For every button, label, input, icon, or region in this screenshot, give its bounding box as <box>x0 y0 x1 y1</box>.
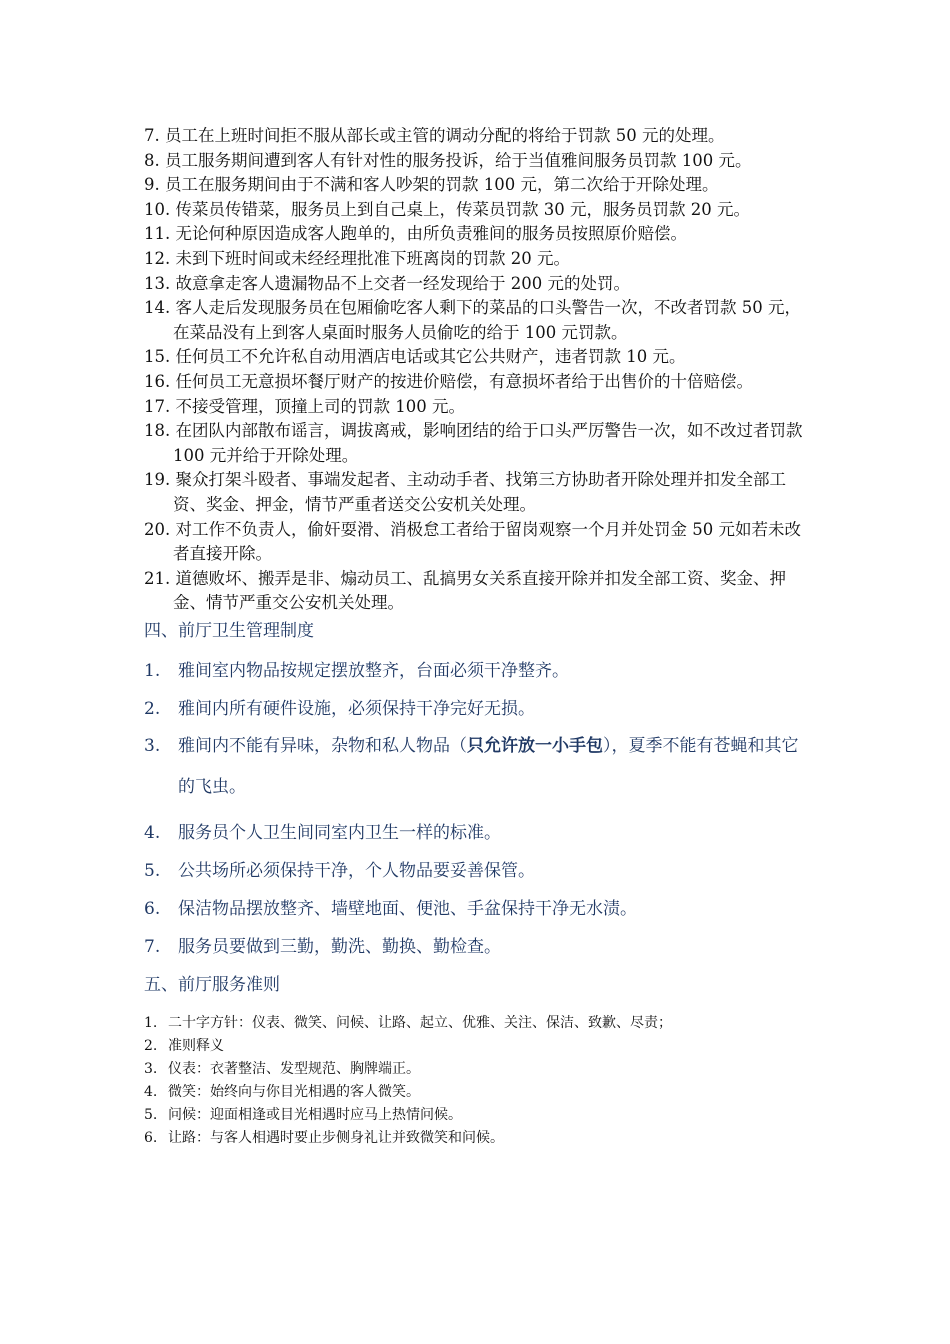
guideline-item <box>144 1012 810 1035</box>
hygiene-item <box>144 726 810 808</box>
rule-item: 8. 员工服务期间遭到客人有针对性的服务投诉，给于当值雅间服务员罚款 100 元。 <box>144 150 752 170</box>
item-number: 1. <box>144 660 161 681</box>
rule-item: 10. 传菜员传错菜，服务员上到自己桌上，传菜员罚款 30 元，服务员罚款 20 元。 <box>144 199 750 219</box>
guideline-item <box>144 1035 810 1058</box>
item-number: 1. <box>144 1014 158 1031</box>
item-text: 问候：迎面相逢或目光相遇时应马上热情问候。 <box>168 1106 462 1123</box>
hygiene-item <box>144 820 810 846</box>
penalty-rules-list <box>144 124 810 616</box>
rule-item: 21. 道德败坏、搬弄是非、煽动员工、乱搞男女关系直接开除并扣发全部工资、奖金、押金、情节严重交公安机关处理。 <box>144 568 786 613</box>
rule-item: 13. 故意拿走客人遗漏物品不上交者一经发现给于 200 元的处罚。 <box>144 273 630 293</box>
item-number: 6. <box>144 898 161 919</box>
rule-item: 11. 无论何种原因造成客人跑单的，由所负责雅间的服务员按照原价赔偿。 <box>144 224 687 244</box>
section-heading-service: 五、前厅服务准则 <box>144 974 280 995</box>
item-number: 5. <box>144 1106 158 1123</box>
item-text: 雅间内所有硬件设施，必须保持干净完好无损。 <box>178 698 535 719</box>
item-number: 7. <box>144 936 161 957</box>
guideline-item <box>144 1104 810 1127</box>
item-text: 二十字方针：仪表、微笑、问候、让路、起立、优雅、关注、保洁、致歉、尽责； <box>168 1014 672 1031</box>
item-number: 2. <box>144 698 161 719</box>
hygiene-item <box>144 858 810 884</box>
item-number: 2. <box>144 1037 158 1054</box>
item-text: 让路：与客人相遇时要止步侧身礼让并致微笑和问候。 <box>168 1129 504 1146</box>
item-text: 雅间内不能有异味，杂物和私人物品（ <box>178 735 467 756</box>
rule-item: 14. 客人走后发现服务员在包厢偷吃客人剩下的菜品的口头警告一次，不改者罚款 50 元，在菜品没有上到客人桌面时服务人员偷吃的给于 100 元罚款。 <box>144 298 801 342</box>
guideline-item <box>144 1081 810 1104</box>
item-number: 5. <box>144 860 161 881</box>
item-text: 服务员个人卫生间同室内卫生一样的标准。 <box>178 822 501 843</box>
item-number: 4. <box>144 822 161 843</box>
item-text: 保洁物品摆放整齐、墙壁地面、便池、手盆保持干净无水渍。 <box>178 898 637 919</box>
hygiene-item <box>144 896 810 922</box>
item-text: 准则释义 <box>168 1037 224 1054</box>
item-text: 服务员要做到三勤，勤洗、勤换、勤检查。 <box>178 936 501 957</box>
guideline-item <box>144 1127 810 1150</box>
section-heading-hygiene: 四、前厅卫生管理制度 <box>144 620 314 641</box>
item-number: 6. <box>144 1129 158 1146</box>
rule-item: 16. 任何员工无意损坏餐厅财产的按进价赔偿，有意损坏者给于出售价的十倍赔偿。 <box>144 371 753 391</box>
item-number: 3. <box>144 1060 158 1077</box>
rule-item: 17. 不接受管理，顶撞上司的罚款 100 元。 <box>144 396 465 416</box>
hygiene-item <box>144 696 810 722</box>
item-text: 公共场所必须保持干净，个人物品要妥善保管。 <box>178 860 535 881</box>
item-text: 雅间室内物品按规定摆放整齐，台面必须干净整齐。 <box>178 660 569 681</box>
hygiene-list <box>144 658 810 960</box>
rule-item: 19. 聚众打架斗殴者、事端发起者、主动动手者、找第三方协助者开除处理并扣发全部工资、奖金、押金，情节严重者送交公安机关处理。 <box>144 470 786 514</box>
rule-item: 15. 任何员工不允许私自动用酒店电话或其它公共财产，违者罚款 10 元。 <box>144 347 686 367</box>
guideline-item <box>144 1058 810 1081</box>
item-number: 4. <box>144 1083 158 1100</box>
service-guideline-list <box>144 1012 810 1150</box>
rule-item: 18. 在团队内部散布谣言，调拔离戒，影响团结的给于口头严厉警告一次，如不改过者罚款 100 元并给于开除处理。 <box>144 421 803 465</box>
item-text-bold: 只允许放一小手包 <box>467 735 603 756</box>
rule-item: 7. 员工在上班时间拒不服从部长或主管的调动分配的将给于罚款 50 元的处理。 <box>144 126 725 145</box>
item-text: ），夏季不能有苍蝇和其它的飞虫。 <box>178 735 799 797</box>
item-number: 3. <box>144 735 161 756</box>
hygiene-item <box>144 934 810 960</box>
rule-item: 12. 未到下班时间或未经经理批准下班离岗的罚款 20 元。 <box>144 248 570 268</box>
item-text: 微笑：始终向与你目光相遇的客人微笑。 <box>168 1083 420 1100</box>
hygiene-item <box>144 658 810 684</box>
rule-item: 9. 员工在服务期间由于不满和客人吵架的罚款 100 元，第二次给于开除处理。 <box>144 175 719 195</box>
item-text: 仪表：衣著整洁、发型规范、胸牌端正。 <box>168 1060 420 1077</box>
rule-item: 20. 对工作不负责人，偷奸耍滑、消极怠工者给于留岗观察一个月并处罚金 50 元如若未改者直接开除。 <box>144 519 801 564</box>
